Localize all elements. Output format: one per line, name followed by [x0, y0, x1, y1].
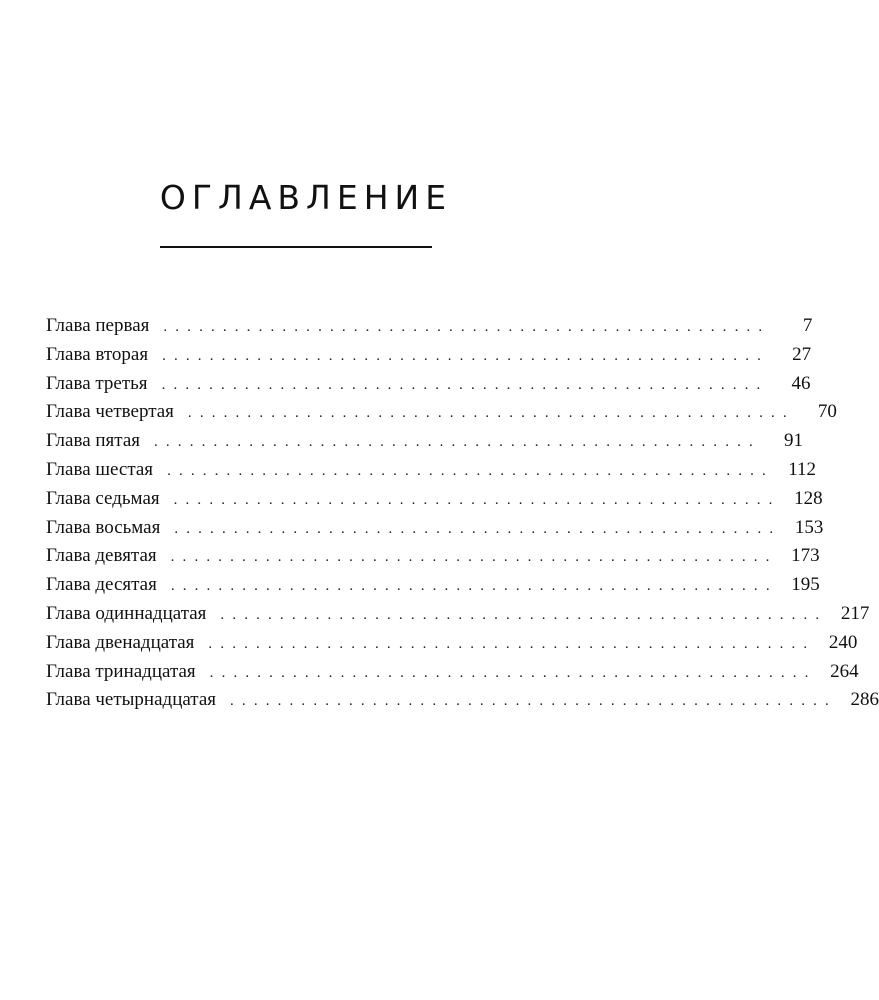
toc-entry-label: Глава десятая [46, 574, 157, 596]
toc-entry-label: Глава первая [46, 315, 150, 336]
toc-dot-leader: . . . . . . . . . . . . . . . . . . . . . . . . . . . . . . . . . . . . . . . . . . . . . . . . . . . [170, 549, 772, 566]
toc-dot-leader: . . . . . . . . . . . . . . . . . . . . . . . . . . . . . . . . . . . . . . . . . . . . . . . . . . . [209, 664, 811, 681]
toc-entry-page: 70 [817, 401, 837, 423]
toc-entry-page: 112 [788, 458, 817, 480]
toc-entry [46, 341, 812, 370]
toc-entry-page: 7 [802, 315, 813, 336]
toc-entry [46, 485, 823, 514]
toc-entry [46, 398, 837, 427]
toc-entry [46, 514, 824, 543]
toc-entry-page: 173 [791, 545, 820, 567]
toc-entry [46, 370, 811, 399]
toc-dot-leader: . . . . . . . . . . . . . . . . . . . . . . . . . . . . . . . . . . . . . . . . . . . . . . . . . . . [187, 405, 789, 422]
toc-entry-page: 240 [828, 631, 858, 653]
toc-entry [46, 686, 879, 715]
toc-entry [46, 658, 859, 687]
toc-dot-leader: . . . . . . . . . . . . . . . . . . . . . . . . . . . . . . . . . . . . . . . . . . . . . . . . . . . [220, 606, 822, 623]
toc-dot-leader: . . . . . . . . . . . . . . . . . . . . . . . . . . . . . . . . . . . . . . . . . . . . . . . . . . . [208, 635, 810, 652]
title-underline-rule [160, 246, 432, 248]
toc-dot-leader: . . . . . . . . . . . . . . . . . . . . . . . . . . . . . . . . . . . . . . . . . . . . . . . . . . . [161, 376, 763, 393]
toc-entry-page: 46 [791, 372, 811, 394]
toc-entry-page: 217 [840, 602, 870, 624]
toc-dot-leader: . . . . . . . . . . . . . . . . . . . . . . . . . . . . . . . . . . . . . . . . . . . . . . . . . . . [170, 578, 772, 595]
toc-entry-label: Глава шестая [46, 458, 154, 480]
toc-dot-leader: . . . . . . . . . . . . . . . . . . . . . . . . . . . . . . . . . . . . . . . . . . . . . . . . . . . [174, 520, 776, 537]
page-title: ОГЛАВЛЕНИЕ [159, 178, 453, 217]
toc-entry-label: Глава двенадцатая [46, 631, 195, 653]
toc-entry-page: 153 [794, 516, 824, 538]
toc-entry [46, 542, 820, 571]
toc-entry-label: Глава девятая [46, 545, 157, 567]
toc-entry-label: Глава седьмая [46, 487, 160, 509]
toc-entry [46, 456, 817, 485]
toc-dot-leader: . . . . . . . . . . . . . . . . . . . . . . . . . . . . . . . . . . . . . . . . . . . . . . . . . . . [173, 491, 775, 508]
toc-entry [46, 312, 813, 341]
toc-entry-label: Глава третья [46, 372, 148, 394]
toc-entry-page: 91 [783, 430, 803, 452]
toc-entry-page: 286 [850, 689, 879, 711]
toc-entry-label: Глава тринадцатая [46, 660, 196, 682]
toc-dot-leader: . . . . . . . . . . . . . . . . . . . . . . . . . . . . . . . . . . . . . . . . . . . . . . . . . . . [154, 434, 755, 451]
toc-entry [46, 571, 820, 600]
table-of-contents [46, 312, 879, 715]
toc-dot-leader: . . . . . . . . . . . . . . . . . . . . . . . . . . . . . . . . . . . . . . . . . . . . . . . . . . . [163, 319, 765, 335]
toc-entry-page: 264 [830, 660, 859, 682]
toc-entry-label: Глава пятая [46, 430, 140, 452]
toc-dot-leader: . . . . . . . . . . . . . . . . . . . . . . . . . . . . . . . . . . . . . . . . . . . . . . . . . . . [230, 693, 831, 710]
toc-entry-page: 128 [794, 487, 823, 509]
toc-dot-leader: . . . . . . . . . . . . . . . . . . . . . . . . . . . . . . . . . . . . . . . . . . . . . . . . . . . [162, 347, 764, 364]
toc-entry-label: Глава четырнадцатая [46, 689, 217, 711]
toc-entry-label: Глава четвертая [46, 401, 174, 423]
toc-entry-page: 27 [792, 343, 812, 365]
toc-entry-label: Глава вторая [46, 343, 149, 365]
toc-dot-leader: . . . . . . . . . . . . . . . . . . . . . . . . . . . . . . . . . . . . . . . . . . . . . . . . . . . [167, 462, 769, 479]
toc-entry [46, 600, 870, 629]
toc-entry [46, 629, 858, 658]
toc-entry-page: 195 [791, 574, 820, 596]
toc-entry-label: Глава восьмая [46, 516, 161, 538]
toc-entry-label: Глава одиннадцатая [46, 602, 207, 624]
toc-entry [46, 427, 803, 456]
